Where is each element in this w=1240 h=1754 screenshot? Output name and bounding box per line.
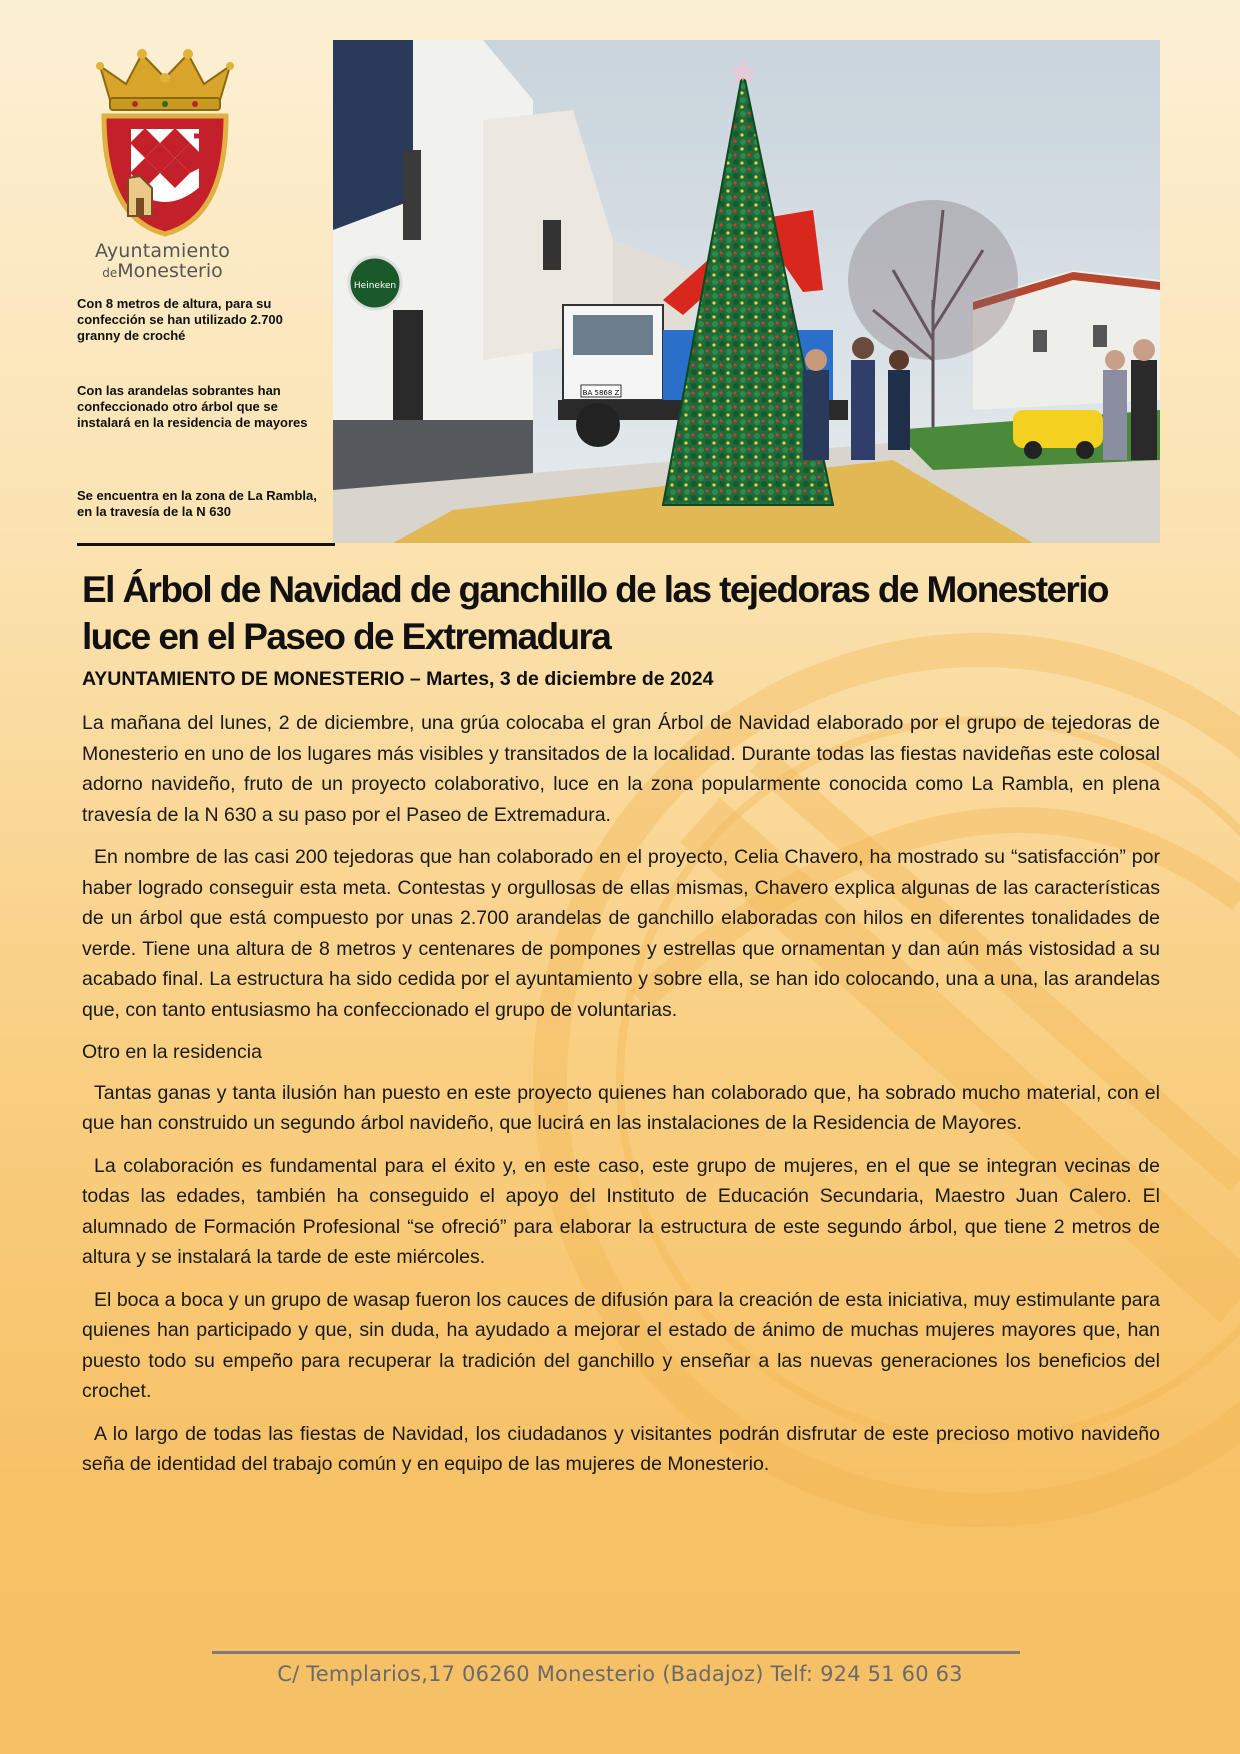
subheading: Otro en la residencia (82, 1041, 262, 1063)
paragraph-3: Tantas ganas y tanta ilusión han puesto en este proyecto quienes han colaborado que, ha sobrado mucho material, con el que han construido un segundo árbol navideño, que lucirá en las instalaciones de la Residencia de Mayores. (82, 1081, 1160, 1134)
truck-plate-text: BA 5868 Z (582, 389, 620, 397)
article-byline: AYUNTAMIENTO DE MONESTERIO – Martes, 3 de diciembre de 2024 (82, 668, 714, 690)
heineken-sign-text: Heineken (353, 281, 397, 291)
highlight-height: Con 8 metros de altura, para su confección se han utilizado 2.700 granny de croché (77, 296, 283, 343)
paragraph-2: En nombre de las casi 200 tejedoras que han colaborado en el proyecto, Celia Chavero, ha mostrado su “satisfacción” por haber logrado conseguir esta meta. Contestas y orgullosas de ellas mismas, Chavero explica algunas de las características de un árbol que está compuesto por unas 2.700 arandelas de ganchillo elaboradas con hilos en diferentes tonalidades de verde. Tiene una altura de 8 metros y centenares de pompones y estrellas que ornamentan y dan aún más vistosidad a su acabado final. La estructura ha sido cedida por el ayuntamiento y sobre ella, se han ido colocando, una a una, las arandelas que, con tanto entusiasmo ha confeccionado el grupo de voluntarias. (82, 846, 1160, 1021)
highlight-second-tree: Con las arandelas sobrantes han confeccionado otro árbol que se instalará en la residencia de mayores (77, 383, 308, 430)
article-title: El Árbol de Navidad de ganchillo de las tejedoras de Monesterio luce en el Paseo de Extremadura (82, 569, 1108, 657)
footer-divider (212, 1651, 1020, 1654)
logo-line-1: Ayuntamiento (94, 240, 231, 262)
sidebar-divider (77, 543, 335, 546)
logo-line-2: deMonesterio (102, 260, 223, 282)
footer-address: C/ Templarios,17 06260 Monesterio (Badajoz) Telf: 924 51 60 63 (277, 1662, 963, 1686)
article-body (82, 708, 1160, 1492)
logo-wordmark (70, 240, 255, 282)
paragraph-5: El boca a boca y un grupo de wasap fueron los cauces de difusión para la creación de esta iniciativa, muy estimulante para quienes han participado y que, sin duda, ha ayudado a mejorar el estado de ánimo de muchas mujeres mayores que, han puesto todo su empeño para recuperar la tradición del ganchillo y enseñar a las nuevas generaciones los beneficios del crochet. (82, 1288, 1160, 1402)
paragraph-4: La colaboración es fundamental para el éxito y, en este caso, este grupo de mujeres, en el que se integran vecinas de todas las edades, también ha conseguido el apoyo del Instituto de Educación Secundaria, Maestro Juan Calero. El alumnado de Formación Profesional “se ofreció” para elaborar la estructura de este segundo árbol, que tiene 2 metros de altura y se instalará la tarde de este miércoles. (82, 1154, 1160, 1268)
paragraph-1: La mañana del lunes, 2 de diciembre, una grúa colocaba el gran Árbol de Navidad elaborado por el grupo de tejedoras de Monesterio en uno de los lugares más visibles y transitados de la localidad. Durante todas las fiestas navideñas este colosal adorno navideño, fruto de un proyecto colaborativo, luce en la zona popularmente conocida como La Rambla, en plena travesía de la N 630 a su paso por el Paseo de Extremadura. (82, 712, 1160, 826)
article-photo (333, 40, 1160, 543)
highlight-location: Se encuentra en la zona de La Rambla, en la travesía de la N 630 (77, 488, 317, 519)
paragraph-6: A lo largo de todas las fiestas de Navidad, los ciudadanos y visitantes podrán disfrutar de este precioso motivo navideño seña de identidad del trabajo común y en equipo de las mujeres de Monesterio. (82, 1422, 1160, 1475)
